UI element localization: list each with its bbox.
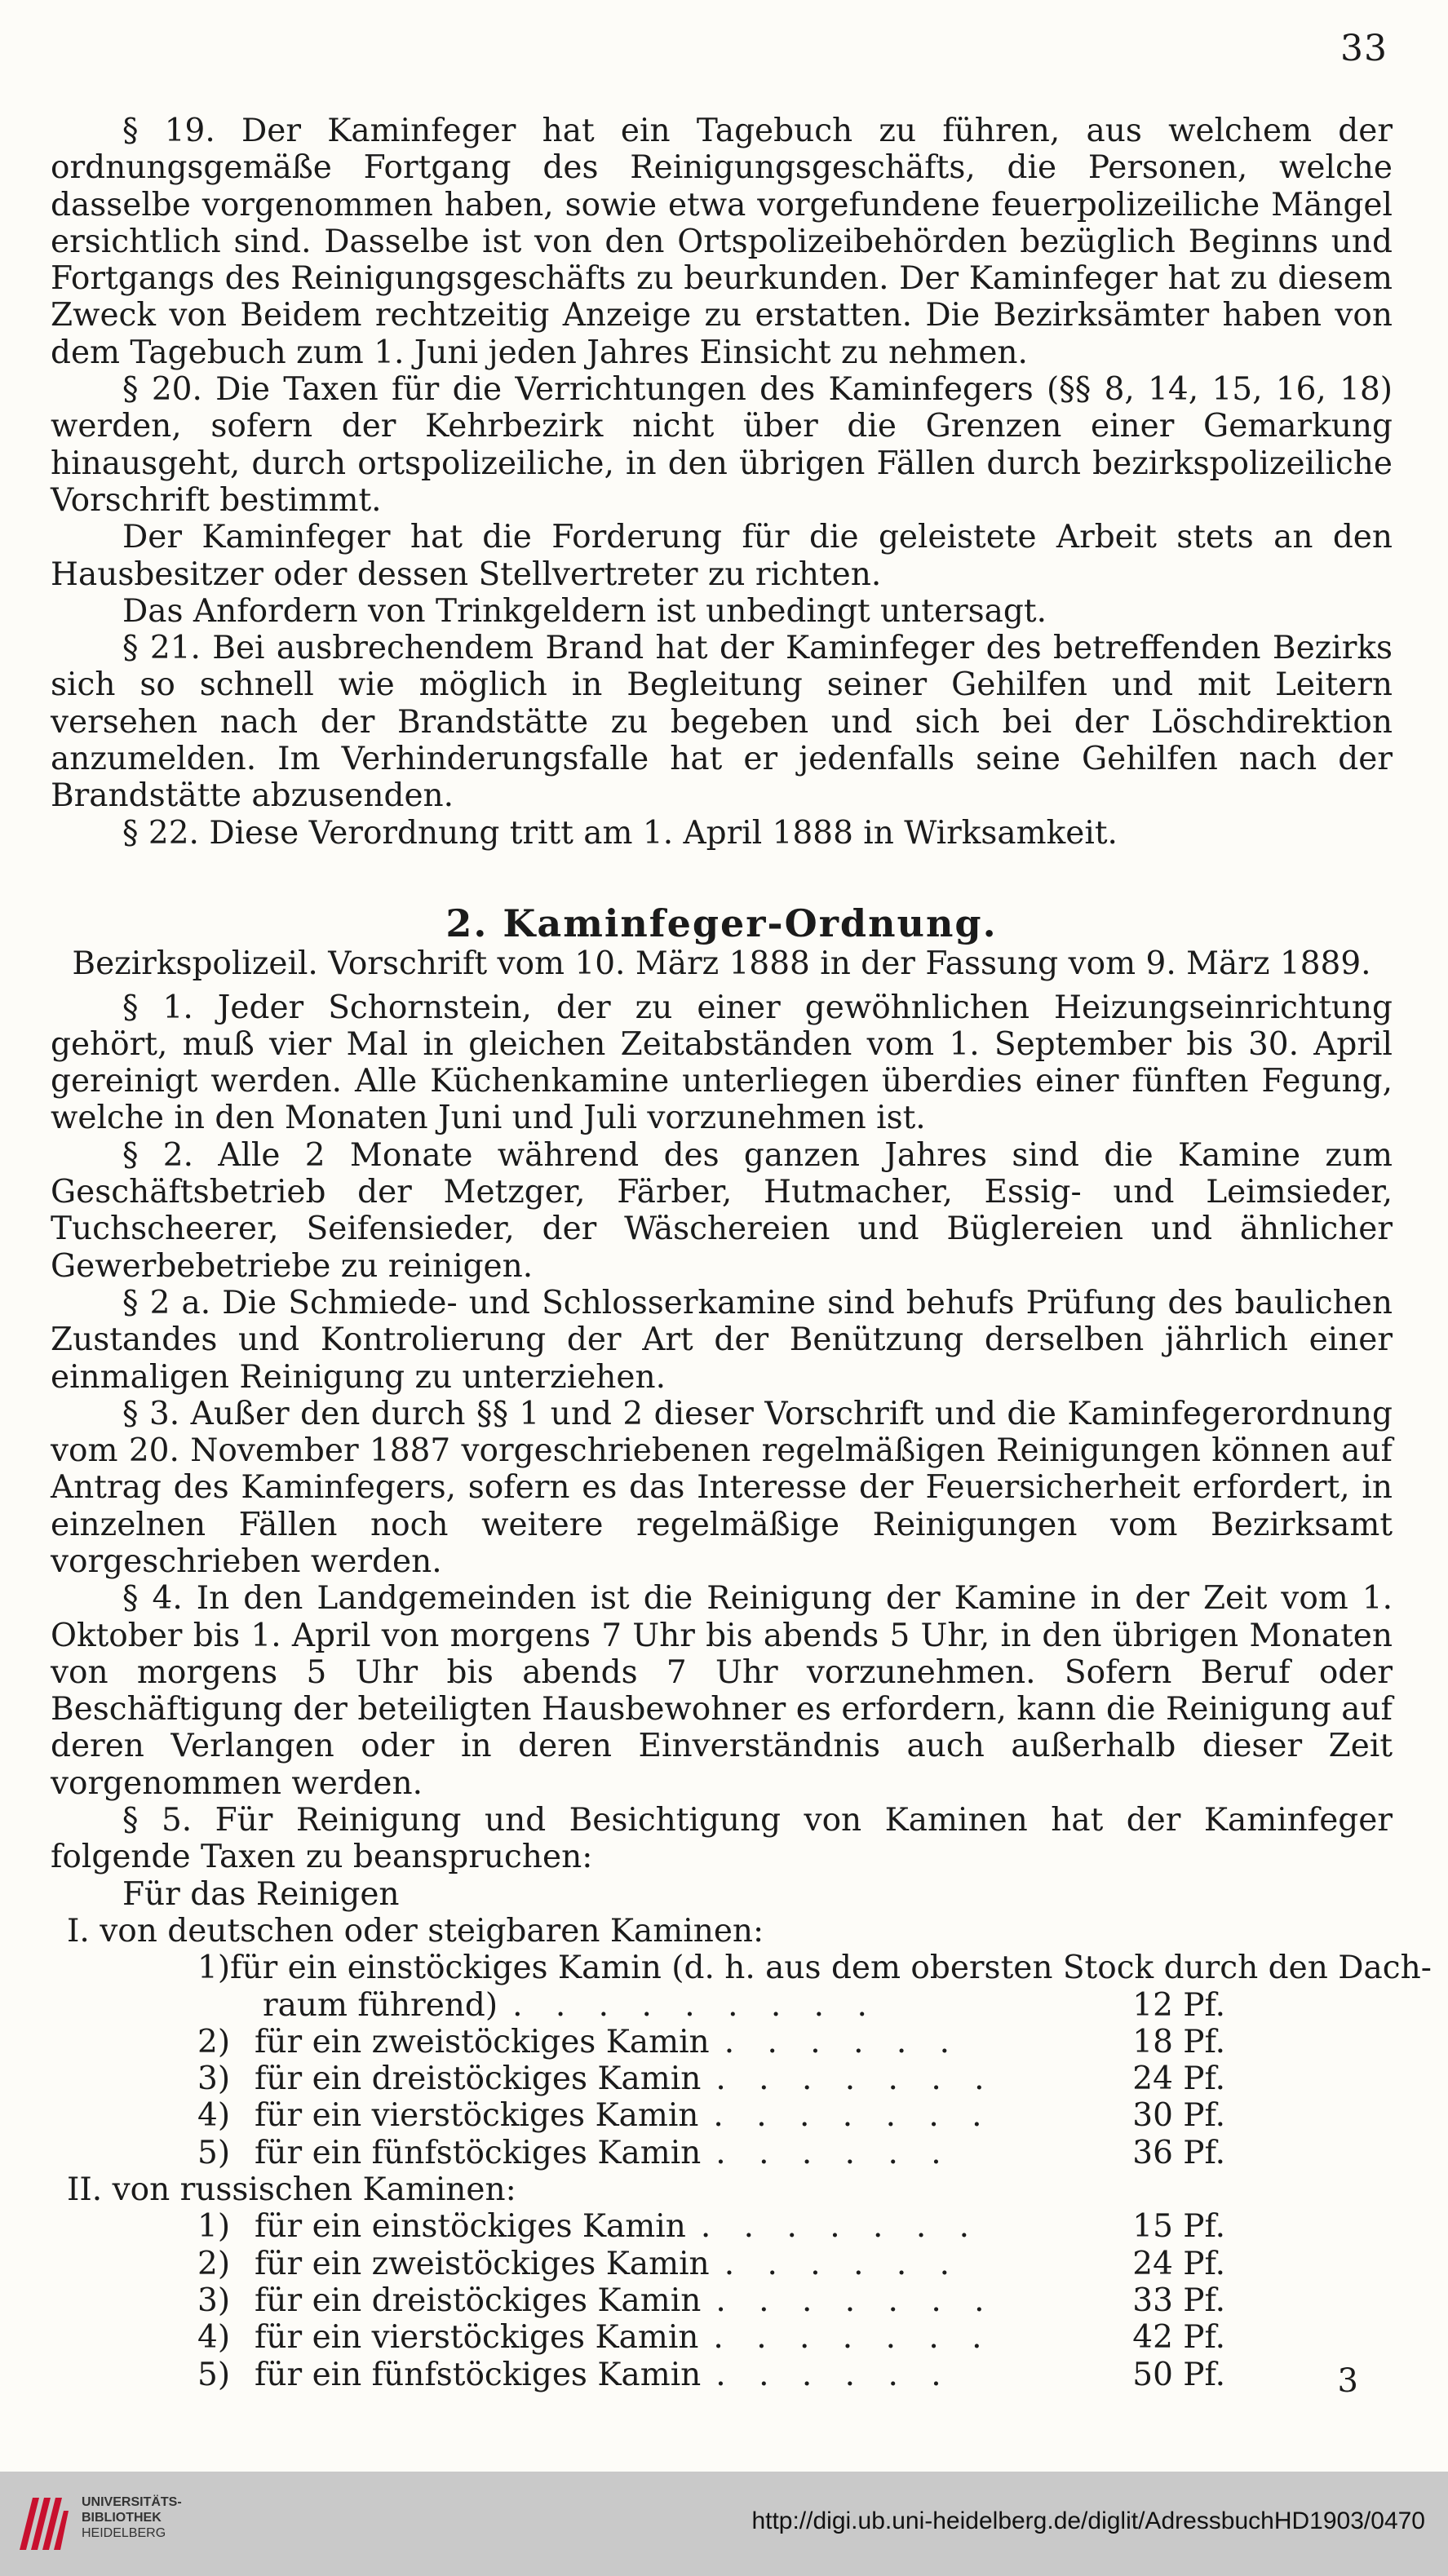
item-number: 2): [197, 2023, 231, 2060]
item-number: 1): [197, 2208, 231, 2246]
leader-dots: . . . . . . .: [715, 2060, 996, 2098]
item-label: für ein dreistöckiges Kamin: [255, 2282, 702, 2319]
paragraph-1: § 1. Jeder Schornstein, der zu einer gewöhnlichen Heizungseinrichtung gehört, muß vier Mal in gleichen Zeitabständen vom 1. September bis 30. April gereinigt werden. Alle Küchenkamine unterliegen überdies einer fünften Fegung, welche in den Monaten Juni und Juli vorzunehmen ist.: [51, 989, 1393, 1137]
document-body: [51, 113, 1432, 2393]
item-label-continued: raum führend): [263, 1986, 498, 2024]
item-price: 30 Pf.: [1132, 2097, 1225, 2135]
paragraph-2a: § 2 a. Die Schmiede- und Schlosserkamine sind behufs Prüfung des baulichen Zustandes und Kontrolierung der Art der Benützung derselben jährlich einer einmaligen Reinigung zu unterziehen.: [51, 1284, 1393, 1396]
leader-dots: . . . . . . .: [700, 2208, 981, 2246]
leader-dots: . . . . . .: [715, 2134, 953, 2171]
item-label: für ein dreistöckiges Kamin: [255, 2060, 702, 2098]
paragraph-3: § 3. Außer den durch §§ 1 und 2 dieser Vorschrift und die Kaminfegerordnung vom 20. November 1887 vorgeschriebenen regelmäßigen Reinigungen können auf Antrag des Kaminfegers, sofern es das Interesse der Feuersicherheit erfordert, in einzelnen Fällen noch weitere regelmäßige Reinigungen vom Bezirksamt vorgeschrieben werden.: [51, 1395, 1393, 1580]
item-price: 18 Pf.: [1132, 2023, 1225, 2060]
paragraph-20-forderung: Der Kaminfeger hat die Forderung für die geleistete Arbeit stets an den Hausbesitzer oder dessen Stellvertreter zu richten.: [51, 519, 1393, 593]
item-number: 5): [197, 2356, 231, 2393]
item-number: 2): [197, 2245, 231, 2282]
digitization-footer: [0, 2472, 1448, 2576]
leader-dots: . . . . . . .: [715, 2282, 996, 2319]
item-label: für ein zweistöckiges Kamin: [255, 2023, 710, 2060]
item-number: 3): [197, 2060, 231, 2098]
library-name-line2: BIBLIOTHEK: [82, 2511, 162, 2525]
item-number: 1): [197, 1950, 231, 1987]
tariff-item-continuation: [263, 1987, 1225, 2024]
section-title: 2. Kaminfeger-Ordnung.: [445, 901, 998, 945]
paragraph-20: § 20. Die Taxen für die Verrichtungen des Kaminfegers (§§ 8, 14, 15, 16, 18) werden, sofern der Kehrbezirk nicht über die Grenzen einer Gemarkung hinausgeht, durch ortspolizeiliche, in den übrigen Fällen durch bezirkspolizeiliche Vorschrift bestimmt.: [51, 371, 1393, 519]
tariff-item: [197, 1950, 1432, 1987]
signature-mark: 3: [1337, 2362, 1358, 2400]
item-price: 42 Pf.: [1132, 2319, 1225, 2357]
item-number: 3): [197, 2282, 231, 2319]
item-label: für ein einstöckiges Kamin (d. h. aus dem obersten Stock durch den Dach-: [230, 1950, 1432, 1987]
tariff-item: [197, 2135, 1225, 2171]
leader-dots: . . . . . . .: [713, 2097, 994, 2135]
item-price: 36 Pf.: [1132, 2134, 1225, 2171]
item-label: für ein fünfstöckiges Kamin: [255, 2134, 702, 2171]
leader-dots: . . . . . .: [724, 2023, 962, 2060]
section-subtitle: Bezirkspolizeil. Vorschrift vom 10. März 1888 in der Fassung vom 9. März 1889.: [72, 945, 1371, 983]
paragraph-22: § 22. Diese Verordnung tritt am 1. April 1888 in Wirksamkeit.: [122, 814, 1118, 852]
tariff-item: [197, 2097, 1225, 2134]
item-number: 4): [197, 2319, 231, 2357]
page-number: 33: [1340, 28, 1388, 69]
library-name-line1: UNIVERSITÄTS-: [82, 2495, 182, 2509]
university-library-logo-icon: [15, 2490, 72, 2558]
tariff-heading: Für das Reinigen: [122, 1875, 400, 1913]
item-number: 5): [197, 2134, 231, 2171]
tariff-group-german: [51, 1912, 1432, 2171]
leader-dots: . . . . . . . . .: [512, 1986, 879, 2024]
tariff-item: [197, 2060, 1225, 2097]
item-price: 15 Pf.: [1132, 2208, 1225, 2246]
source-url-link[interactable]: http://digi.ub.uni-heidelberg.de/diglit/AdressbuchHD1903/0470: [751, 2507, 1425, 2534]
tariff-item: [197, 2319, 1225, 2356]
item-price: 24 Pf.: [1132, 2245, 1225, 2282]
leader-dots: . . . . . .: [724, 2245, 962, 2282]
paragraph-5: § 5. Für Reinigung und Besichtigung von Kaminen hat der Kaminfeger folgende Taxen zu beanspruchen:: [51, 1802, 1393, 1876]
tariff-item: [197, 2357, 1225, 2393]
leader-dots: . . . . . .: [715, 2356, 953, 2393]
tariff-group-label: I. von deutschen oder steigbaren Kaminen:: [67, 1912, 764, 1950]
tariff-group-russian: [51, 2171, 1393, 2393]
tariff-group-label: II. von russischen Kaminen:: [67, 2171, 516, 2209]
item-price: 12 Pf.: [1132, 1986, 1225, 2024]
item-price: 24 Pf.: [1132, 2060, 1225, 2098]
paragraph-4: § 4. In den Landgemeinden ist die Reinigung der Kamine in der Zeit vom 1. Oktober bis 1. April von morgens 7 Uhr bis abends 5 Uhr, in den übrigen Monaten von morgens 5 Uhr bis abends 7 Uhr vorzunehmen. Sofern Beruf oder Beschäftigung der beteiligten Hausbewohner es erfordern, kann die Reinigung auf deren Verlangen oder in deren Einverständnis auch außerhalb dieser Zeit vorgenommen werden.: [51, 1580, 1393, 1802]
library-name-line3: HEIDELBERG: [82, 2526, 166, 2540]
paragraph-2: § 2. Alle 2 Monate während des ganzen Jahres sind die Kamine zum Geschäftsbetrieb der Metzger, Färber, Hutmacher, Essig- und Leimsieder, Tuchscheerer, Seifensieder, der Wäschereien und Büglereien und ähnlicher Gewerbebetriebe zu reinigen.: [51, 1136, 1393, 1285]
item-price: 50 Pf.: [1132, 2356, 1225, 2393]
leader-dots: . . . . . . .: [713, 2319, 994, 2357]
tariff-item: [197, 2282, 1225, 2319]
tariff-item: [197, 2024, 1225, 2060]
item-label: für ein fünfstöckiges Kamin: [255, 2356, 702, 2393]
item-number: 4): [197, 2097, 231, 2135]
item-label: für ein einstöckiges Kamin: [255, 2208, 686, 2246]
tariff-item: [197, 2208, 1225, 2245]
item-label: für ein vierstöckiges Kamin: [255, 2097, 699, 2135]
tariff-item: [197, 2246, 1225, 2282]
item-label: für ein vierstöckiges Kamin: [255, 2319, 699, 2357]
item-price: 33 Pf.: [1132, 2282, 1225, 2319]
paragraph-20-trinkgeld: Das Anfordern von Trinkgeldern ist unbedingt untersagt.: [122, 592, 1047, 630]
paragraph-21: § 21. Bei ausbrechendem Brand hat der Kaminfeger des betreffenden Bezirks sich so schnell wie möglich in Begleitung seiner Gehilfen und mit Leitern versehen nach der Brandstätte zu begeben und sich bei der Löschdirektion anzumelden. Im Verhinderungsfalle hat er jedenfalls seine Gehilfen nach der Brandstätte abzusenden.: [51, 630, 1393, 815]
library-name: [82, 2494, 182, 2541]
item-label: für ein zweistöckiges Kamin: [255, 2245, 710, 2282]
paragraph-19: § 19. Der Kaminfeger hat ein Tagebuch zu führen, aus welchem der ordnungsgemäße Fortgang des Reinigungsgeschäfts, die Personen, welche dasselbe vorgenommen haben, sowie etwa vorgefundene feuerpolizeiliche Mängel ersichtlich sind. Dasselbe ist von den Ortspolizeibehörden bezüglich Beginns und Fortgangs des Reinigungsgeschäfts zu beurkunden. Der Kaminfeger hat zu diesem Zweck von Beidem rechtzeitig Anzeige zu erstatten. Die Bezirksämter haben von dem Tagebuch zum 1. Juni jeden Jahres Einsicht zu nehmen.: [51, 113, 1393, 371]
